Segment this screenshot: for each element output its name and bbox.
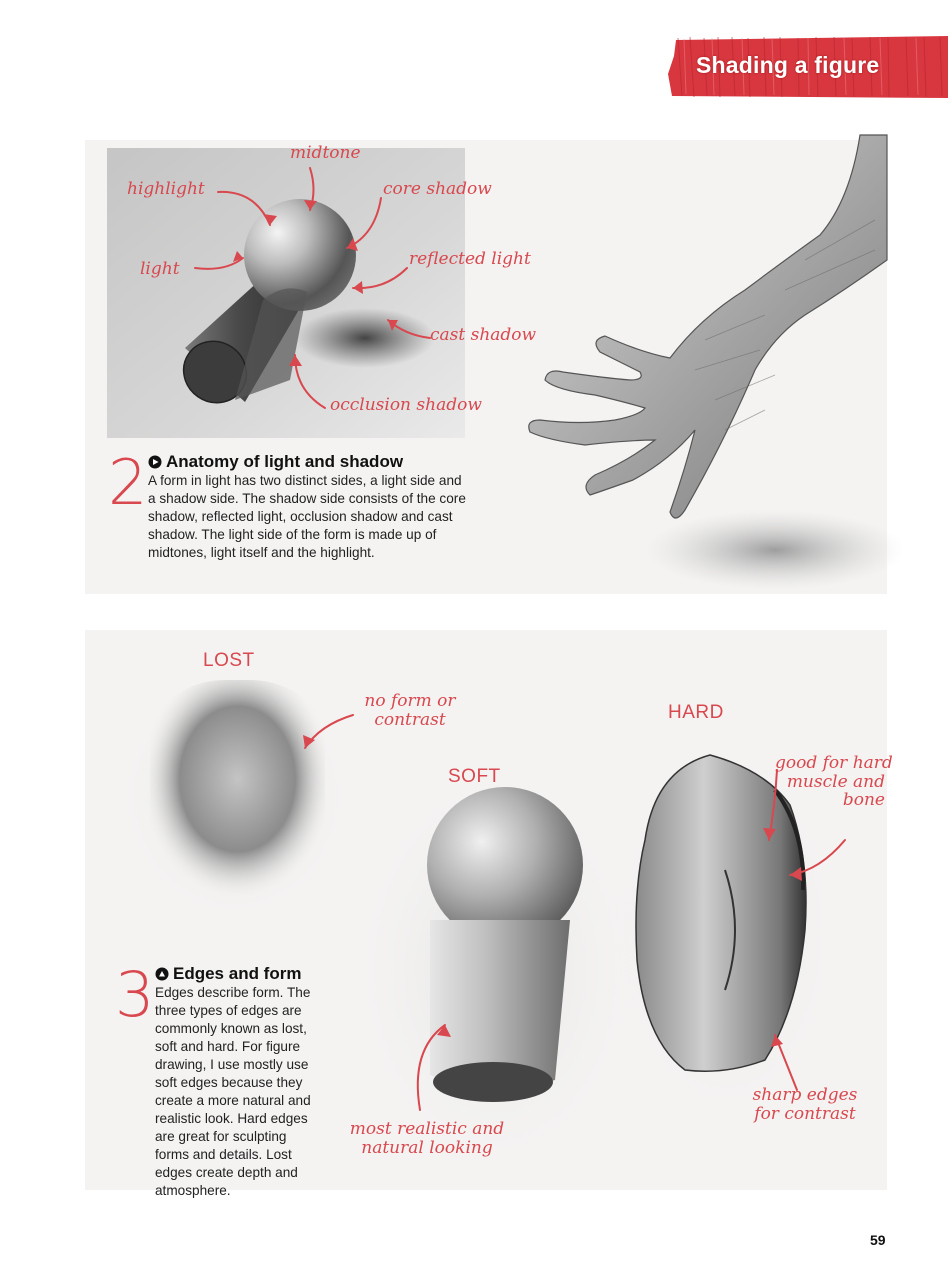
annotation-sharp-line2: for contrast xyxy=(754,1103,856,1124)
step-title-text: Edges and form xyxy=(173,964,302,983)
annotation-good-line2: muscle and xyxy=(786,771,885,792)
play-circle-icon xyxy=(155,967,169,981)
annotation-good-line1: good for hard xyxy=(775,753,893,773)
annotation-reflected-light: reflected light xyxy=(409,249,531,269)
annotation-good-for-hard xyxy=(775,753,893,811)
label-hard: HARD xyxy=(668,702,724,723)
chapter-title: Shading a figure xyxy=(696,52,880,78)
edges-panel xyxy=(85,630,893,1198)
annotation-no-form xyxy=(355,692,465,729)
annotation-good-line3: bone xyxy=(842,790,885,811)
step-title-text: Anatomy of light and shadow xyxy=(166,452,404,471)
page-number: 59 xyxy=(870,1232,886,1248)
step-title xyxy=(148,452,468,472)
anatomy-panel xyxy=(85,140,887,594)
step-body-text: Edges describe form. The three types of edges are commonly known as lost, soft and hard. For figure drawing, I use mostly use soft edges because they create a more natural and realistic look. Hard edges are great for sculpting forms and details. Lost edges create depth and atmosphere. xyxy=(155,985,311,1198)
step-3 xyxy=(115,958,315,1200)
annotation-cast-shadow: cast shadow xyxy=(430,325,537,345)
step-number: 3 xyxy=(115,958,155,1031)
annotation-sharp-line1: sharp edges xyxy=(752,1085,858,1105)
label-lost: LOST xyxy=(203,650,255,671)
step-number: 2 xyxy=(108,446,148,519)
annotation-highlight: highlight xyxy=(127,179,205,199)
annotation-occlusion-shadow: occlusion shadow xyxy=(330,395,482,415)
label-soft: SOFT xyxy=(448,766,501,787)
step-title xyxy=(155,964,315,984)
step-body-text: A form in light has two distinct sides, a light side and a shadow side. The shadow side consists of the core shadow, reflected light, occlusion shadow and cast shadow. The light side of the form is made up of midtones, light itself and the highlight. xyxy=(148,473,466,560)
annotation-core-shadow: core shadow xyxy=(383,179,492,199)
annotation-midtone: midtone xyxy=(290,143,361,163)
annotation-no-form-line1: no form or xyxy=(364,691,456,711)
annotation-light: light xyxy=(140,259,180,279)
annotation-most-realistic xyxy=(347,1120,507,1157)
step-2 xyxy=(108,446,468,562)
annotation-no-form-line2: contrast xyxy=(374,709,446,730)
annotation-sharp-edges xyxy=(745,1086,865,1123)
annotation-realistic-line2: natural looking xyxy=(361,1137,493,1158)
annotation-realistic-line1: most realistic and xyxy=(349,1119,505,1139)
step-body xyxy=(108,472,468,562)
play-circle-icon xyxy=(148,455,162,469)
chapter-header-tag xyxy=(668,34,948,100)
